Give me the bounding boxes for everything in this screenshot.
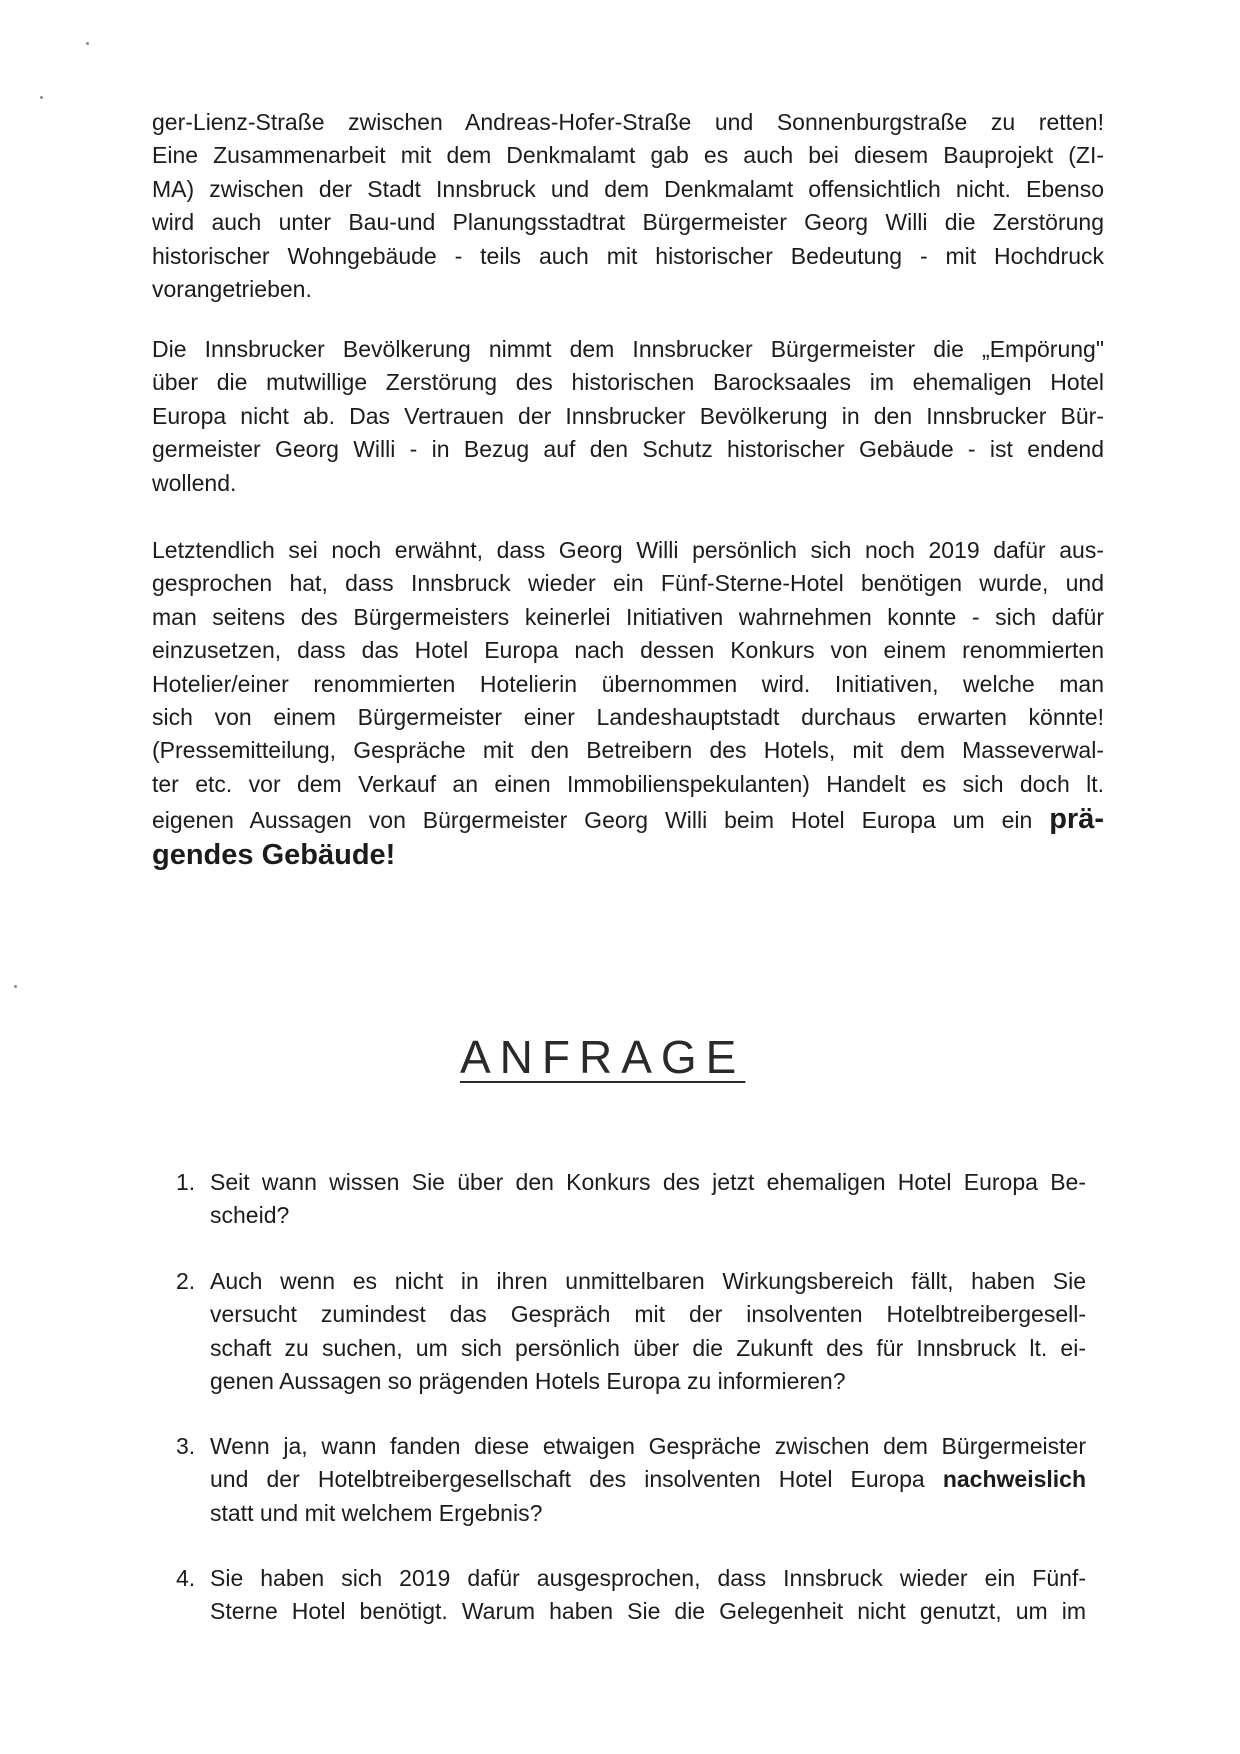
text-line: statt und mit welchem Ergebnis? (210, 1499, 543, 1526)
text-line: Seit wann wissen Sie über den Konkurs des jetzt ehemaligen Hotel Europa Be- (210, 1169, 1086, 1195)
text-line: MA) zwischen der Stadt Innsbruck und dem Denkmalamt offensichtlich nicht. Ebenso (152, 175, 1104, 202)
text-fragment: eigenen Aussagen von Bürgermeister Georg Willi beim Hotel Europa um ein (152, 807, 1033, 834)
question-item (176, 1562, 1086, 1629)
question-number: 1. (176, 1169, 196, 1195)
text-line: scheid? (210, 1202, 290, 1229)
text-fragment: und der Hotelbtreibergesellschaft des insolventen Hotel Europa (210, 1466, 925, 1493)
text-line: schaft zu suchen, um sich persönlich über die Zukunft des für Innsbruck lt. ei- (210, 1334, 1086, 1361)
text-line: Sie haben sich 2019 dafür ausgesprochen, dass Innsbruck wieder ein Fünf- (210, 1565, 1086, 1591)
paragraph-3 (152, 534, 1104, 872)
paragraph-2 (152, 333, 1104, 500)
text-line (152, 801, 1104, 838)
question-number: 2. (176, 1268, 196, 1294)
text-line: über die mutwillige Zerstörung des historischen Barocksaales im ehemaligen Hotel (152, 369, 1104, 396)
scan-speck (40, 96, 43, 99)
scan-speck (86, 42, 89, 45)
text-line: wollend. (152, 469, 237, 496)
text-line: man seitens des Bürgermeisters keinerlei Initiativen wahrnehmen konnte - sich dafür (152, 603, 1104, 630)
text-line: historischer Wohngebäude - teils auch mit historischer Bedeutung - mit Hochdruck (152, 242, 1104, 269)
text-line: ger-Lienz-Straße zwischen Andreas-Hofer-Straße und Sonnenburgstraße zu retten! (152, 109, 1104, 135)
question-text (210, 1265, 1086, 1399)
question-text (210, 1562, 1086, 1629)
page-heading: ANFRAGE (460, 1031, 746, 1083)
question-text (210, 1166, 1086, 1233)
emphasis-text: gendes Gebäude! (152, 839, 396, 872)
text-line: Auch wenn es nicht in ihren unmittelbaren Wirkungsbereich fällt, haben Sie (210, 1268, 1086, 1294)
question-number: 4. (176, 1565, 196, 1591)
text-line: Letztendlich sei noch erwähnt, dass Georg Willi persönlich sich noch 2019 dafür aus- (152, 537, 1104, 563)
text-line: ter etc. vor dem Verkauf an einen Immobilienspekulanten) Handelt es sich doch lt. (152, 770, 1104, 797)
text-line (210, 1463, 1086, 1496)
text-line: gesprochen hat, dass Innsbruck wieder ein Fünf-Sterne-Hotel benötigen wurde, und (152, 570, 1104, 597)
question-text (210, 1430, 1086, 1530)
text-line: versucht zumindest das Gespräch mit der insolventen Hotelbtreibergesell- (210, 1301, 1086, 1328)
question-item (176, 1430, 1086, 1530)
emphasis-text: nachweislich (942, 1466, 1086, 1493)
scan-speck (14, 985, 17, 988)
text-line: genen Aussagen so prägenden Hotels Europa zu informieren? (210, 1368, 846, 1395)
text-line: vorangetrieben. (152, 276, 312, 303)
text-line: Die Innsbrucker Bevölkerung nimmt dem Innsbrucker Bürgermeister die „Empörung" (152, 336, 1104, 362)
text-line: Hotelier/einer renommierten Hotelierin übernommen wird. Initiativen, welche man (152, 670, 1104, 697)
question-number: 3. (176, 1433, 196, 1459)
emphasis-text: prä- (1049, 803, 1105, 836)
text-line: Wenn ja, wann fanden diese etwaigen Gespräche zwischen dem Bürgermeister (210, 1433, 1086, 1459)
paragraph-1 (152, 106, 1104, 306)
text-line: wird auch unter Bau-und Planungsstadtrat Bürgermeister Georg Willi die Zerstörung (152, 209, 1104, 236)
question-item (176, 1265, 1086, 1399)
text-line: (Pressemitteilung, Gespräche mit den Betreibern des Hotels, mit dem Masseverwal- (152, 737, 1104, 764)
text-line: Sterne Hotel benötigt. Warum haben Sie die Gelegenheit nicht genutzt, um im (210, 1598, 1086, 1625)
question-item (176, 1166, 1086, 1233)
text-line: Eine Zusammenarbeit mit dem Denkmalamt gab es auch bei diesem Bauprojekt (ZI- (152, 142, 1104, 169)
text-line: sich von einem Bürgermeister einer Landeshauptstadt durchaus erwarten könnte! (152, 704, 1104, 731)
text-line: germeister Georg Willi - in Bezug auf den Schutz historischer Gebäude - ist endend (152, 436, 1104, 463)
text-line: einzusetzen, dass das Hotel Europa nach dessen Konkurs von einem renommierten (152, 637, 1104, 664)
text-line: Europa nicht ab. Das Vertrauen der Innsbrucker Bevölkerung in den Innsbrucker Bür- (152, 402, 1104, 429)
